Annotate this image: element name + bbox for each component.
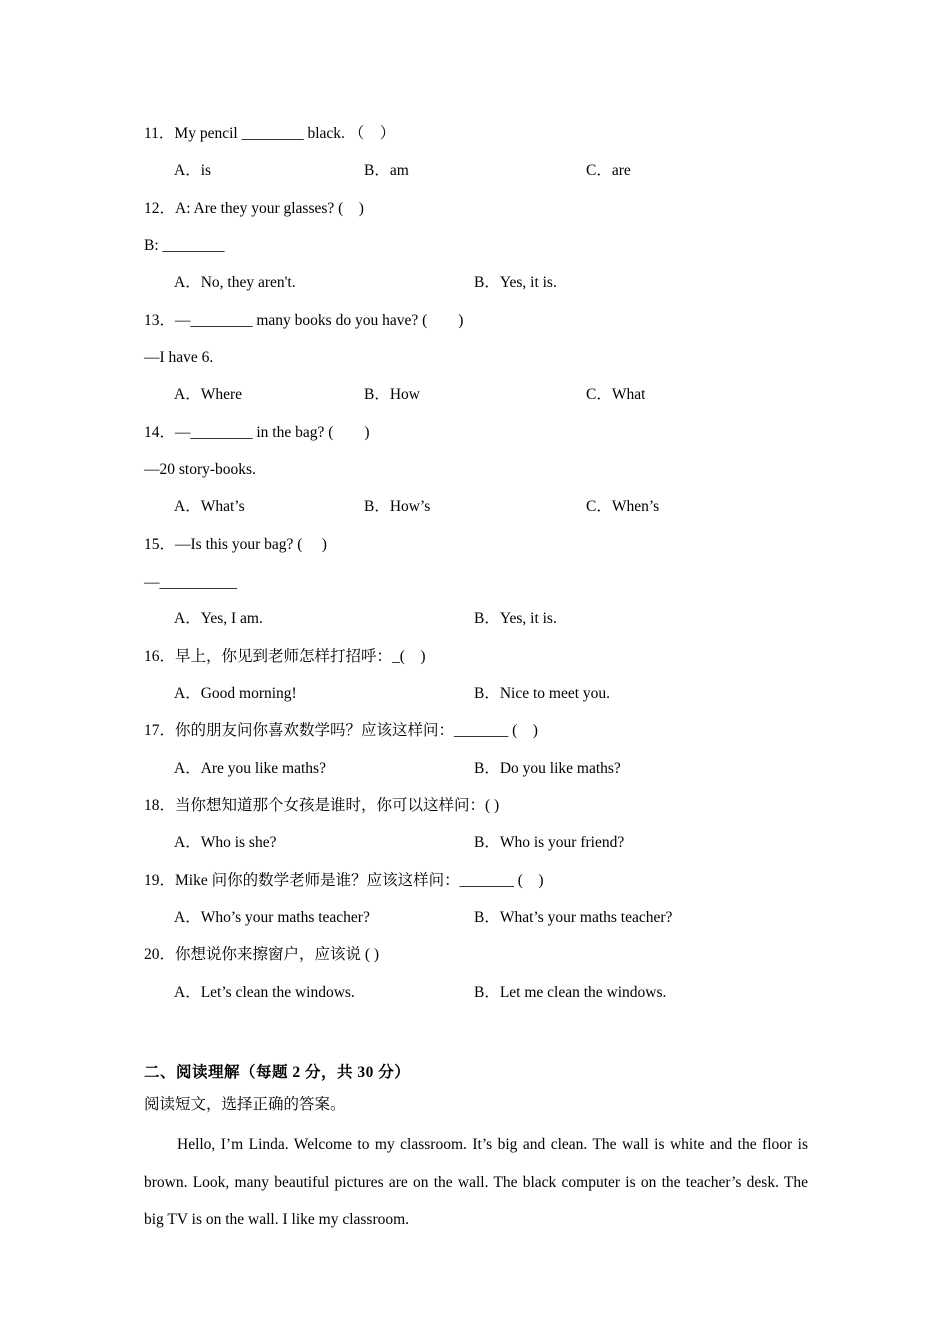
question-11-option-c: C．are (586, 162, 631, 179)
question-16-option-a: A．Good morning! (174, 685, 297, 702)
question-12-option-a: A．No, they aren't. (174, 274, 296, 291)
question-15-option-b: B．Yes, it is. (474, 610, 557, 627)
question-13-option-c: C．What (586, 386, 646, 403)
question-15-prompt: 15．—Is this your bag? ( ) (144, 536, 327, 553)
question-15-option-a: A．Yes, I am. (174, 610, 263, 627)
question-12-prompt: 12．A: Are they your glasses? ( ) (144, 200, 364, 217)
question-13-option-a: A．Where (174, 386, 242, 403)
question-11-option-a: A．is (174, 162, 212, 179)
question-18-option-b: B．Who is your friend? (474, 834, 625, 851)
question-19-prompt: 19．Mike 问你的数学老师是谁？应该这样问：_______ ( ) (144, 872, 544, 889)
question-18-prompt: 18．当你想知道那个女孩是谁时，你可以这样问：( ) (144, 797, 500, 814)
question-12-reply: B: ________ (144, 237, 225, 254)
question-20-option-a: A．Let’s clean the windows. (174, 984, 355, 1001)
question-16-option-b: B．Nice to meet you. (474, 685, 611, 702)
question-16-prompt: 16．早上，你见到老师怎样打招呼：_( ) (144, 648, 426, 665)
question-14-prompt: 14．—________ in the bag? ( ) (144, 424, 370, 441)
section-instruction: 阅读短文，选择正确的答案。 (144, 1096, 346, 1113)
reading-passage: Hello, I’m Linda. Welcome to my classroom. It’s big and clean. The wall is white and the floor is brown. Look, many beautiful pictures are on the wall. The black computer is on the teacher’s desk. The big TV is on the wall. I like my classroom. (144, 1136, 808, 1228)
question-19-option-a: A．Who’s your maths teacher? (174, 909, 370, 926)
question-11-option-b: B．am (364, 162, 409, 179)
question-15-reply: —__________ (144, 574, 237, 591)
question-12-option-b: B．Yes, it is. (474, 274, 557, 291)
question-14-option-c: C．When’s (586, 498, 660, 515)
question-14-option-a: A．What’s (174, 498, 245, 515)
question-18-option-a: A．Who is she? (174, 834, 277, 851)
question-19-option-b: B．What’s your maths teacher? (474, 909, 673, 926)
question-20-option-b: B．Let me clean the windows. (474, 984, 667, 1001)
question-11-prompt: 11．My pencil ________ black. （ ） (144, 125, 396, 142)
question-17-option-b: B．Do you like maths? (474, 760, 621, 777)
question-17-option-a: A．Are you like maths? (174, 760, 326, 777)
question-13-reply: —I have 6. (144, 349, 214, 366)
question-13-option-b: B．How (364, 386, 420, 403)
section-heading: 二、阅读理解（每题 2 分，共 30 分） (144, 1064, 411, 1081)
question-17-prompt: 17．你的朋友问你喜欢数学吗？应该这样问：_______ ( ) (144, 722, 538, 739)
question-20-prompt: 20．你想说你来擦窗户，应该说 ( ) (144, 946, 380, 963)
question-13-prompt: 13．—________ many books do you have? ( ) (144, 312, 464, 329)
question-14-reply: —20 story-books. (144, 461, 256, 478)
question-14-option-b: B．How’s (364, 498, 431, 515)
